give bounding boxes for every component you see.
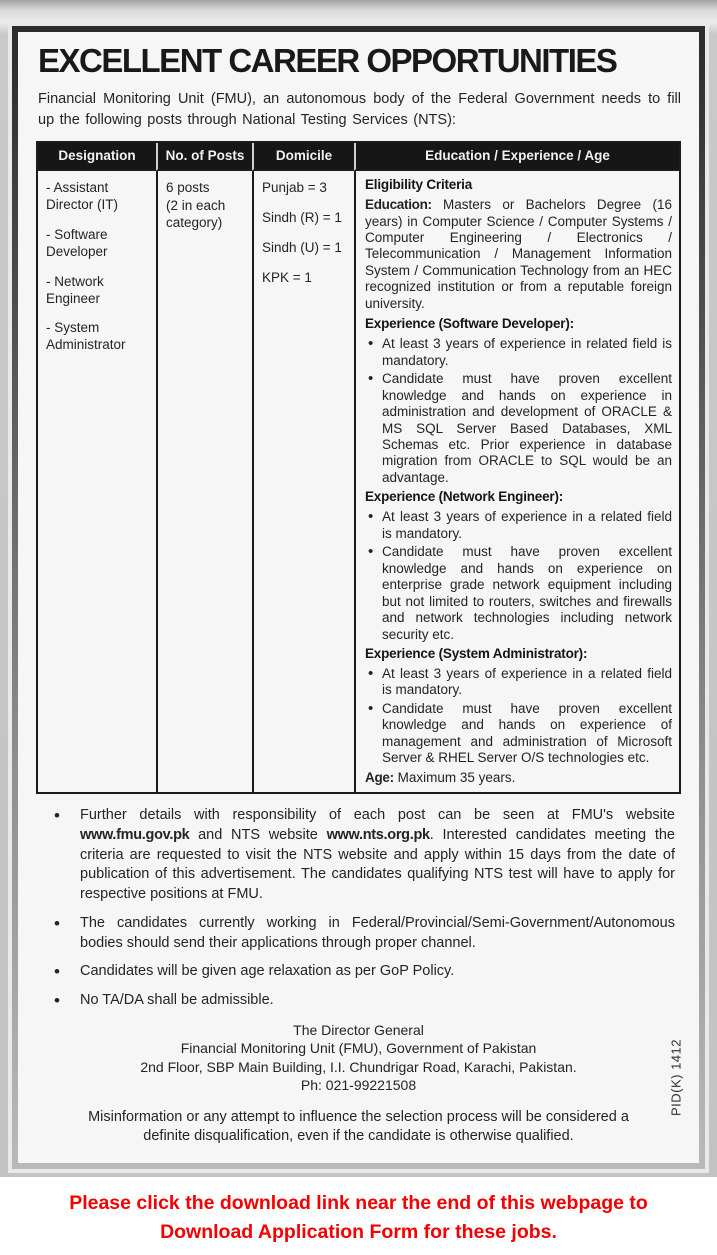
ad-intro: Financial Monitoring Unit (FMU), an autonomous body of the Federal Government needs to fill up the following posts through National Testing Services (NTS): bbox=[38, 91, 681, 128]
col-header-education: Education / Experience / Age bbox=[354, 143, 679, 171]
domicile-item: Sindh (R) = 1 bbox=[262, 210, 342, 226]
domicile-item: Sindh (U) = 1 bbox=[262, 239, 342, 255]
posts-count: 6 posts bbox=[166, 180, 210, 196]
experience-bullet: • Candidate must have proven excellent knowledge and hands on experience of management and administration of Microsoft Server & RHEL Server O/S technologies etc. bbox=[365, 701, 672, 767]
contact-line: Financial Monitoring Unit (FMU), Government of Pakistan bbox=[180, 1040, 537, 1057]
education-label: Education: bbox=[365, 197, 432, 213]
note-text: No TA/DA shall be admissible. bbox=[80, 991, 274, 1008]
posts-table bbox=[36, 141, 681, 794]
ad-frame bbox=[12, 26, 705, 1169]
posts-note: (2 in each category) bbox=[166, 198, 226, 230]
experience-bullet: • At least 3 years of experience in a related field is mandatory. bbox=[365, 509, 672, 542]
table-header-row bbox=[38, 143, 679, 171]
note-item bbox=[38, 806, 679, 905]
misinformation-note: Misinformation or any attempt to influence the selection process will be considered a definite disqualification, even if the candidate is otherwise qualified. bbox=[88, 1108, 629, 1145]
domicile-cell bbox=[252, 171, 354, 792]
download-caption-line1: Please click the download link near the end of this webpage to bbox=[69, 1191, 648, 1214]
experience-bullet: • Candidate must have proven excellent knowledge and hands on experience in administration and development of ORACLE & MS SQL Server Based Databases, XML Schemas etc. Prior experience in database migration from ORACLE to SQL would be an advantage. bbox=[365, 371, 672, 486]
experience-heading: Experience (Software Developer): bbox=[365, 316, 574, 332]
designation-cell bbox=[38, 171, 156, 792]
experience-bullet-list bbox=[365, 336, 672, 486]
note-text: . Interested candidates meeting the criteria are requested to visit the NTS website and apply within 15 days from the date of publication of this advertisement. The candidates qualifying NTS test will have to apply for respective positions at FMU. bbox=[80, 826, 675, 903]
experience-bullet: • At least 3 years of experience in related field is mandatory. bbox=[365, 336, 672, 369]
posts-cell bbox=[156, 171, 252, 792]
ad-title: EXCELLENT CAREER OPPORTUNITIES bbox=[38, 42, 617, 79]
eligibility-heading: Eligibility Criteria bbox=[365, 177, 473, 193]
experience-bullet-list bbox=[365, 666, 672, 767]
note-item bbox=[38, 991, 679, 1011]
domicile-list bbox=[262, 180, 346, 287]
col-header-designation: Designation bbox=[38, 143, 156, 171]
experience-bullet: • At least 3 years of experience in a related field is mandatory. bbox=[365, 666, 672, 699]
designation-item: - Network Engineer bbox=[46, 273, 104, 306]
experience-bullet: • Candidate must have proven excellent knowledge and hands on experience on enterprise grade network equipment including but not limited to routers, switches and firewalls and network technologies including network security etc. bbox=[365, 544, 672, 643]
note-url: www.fmu.gov.pk bbox=[80, 826, 190, 843]
download-caption-line2: Download Application Form for these jobs. bbox=[160, 1220, 557, 1243]
note-item bbox=[38, 962, 679, 982]
age-label: Age: bbox=[365, 769, 394, 785]
designation-item: - Software Developer bbox=[46, 226, 108, 259]
download-caption bbox=[0, 1189, 717, 1255]
experience-sections bbox=[365, 316, 672, 766]
designation-item: - System Administrator bbox=[46, 320, 126, 353]
domicile-item: KPK = 1 bbox=[262, 269, 312, 285]
age-paragraph bbox=[365, 770, 672, 786]
education-text: Masters or Bachelors Degree (16 years) in Computer Science / Computer Systems / Computer Engineering / Electronics / Telecommunication / Management Information System / Communication Technology from an HEC recognized institution or from a reputable foreign university. bbox=[365, 197, 672, 311]
note-url: www.nts.org.pk bbox=[326, 826, 430, 843]
col-header-domicile: Domicile bbox=[252, 143, 354, 171]
contact-line: The Director General bbox=[293, 1021, 424, 1038]
eligibility-cell bbox=[354, 171, 679, 792]
notes-list bbox=[38, 806, 679, 1010]
contact-line: 2nd Floor, SBP Main Building, I.I. Chundrigar Road, Karachi, Pakistan. bbox=[140, 1058, 577, 1075]
experience-bullet-list bbox=[365, 509, 672, 643]
education-paragraph bbox=[365, 197, 672, 312]
note-text: The candidates currently working in Federal/Provincial/Semi-Government/Autonomous bodies should send their applications through proper channel. bbox=[80, 914, 675, 951]
contact-block bbox=[66, 1021, 651, 1095]
col-header-posts: No. of Posts bbox=[156, 143, 252, 171]
note-text: Further details with responsibility of each post can be seen at FMU's website bbox=[80, 807, 675, 824]
note-text: and NTS website bbox=[189, 826, 327, 843]
note-text: Candidates will be given age relaxation as per GoP Policy. bbox=[80, 963, 455, 980]
age-text: Maximum 35 years. bbox=[397, 769, 516, 785]
contact-line: Ph: 021-99221508 bbox=[300, 1077, 417, 1094]
experience-heading: Experience (System Administrator): bbox=[365, 646, 588, 662]
experience-heading: Experience (Network Engineer): bbox=[365, 489, 564, 505]
designation-item: - Assistant Director (IT) bbox=[46, 180, 118, 213]
designation-list bbox=[46, 180, 148, 354]
note-item bbox=[38, 914, 679, 953]
table-body-row bbox=[38, 171, 679, 792]
pid-number: PID(K) 1412 bbox=[668, 1038, 684, 1116]
domicile-item: Punjab = 3 bbox=[262, 180, 327, 196]
